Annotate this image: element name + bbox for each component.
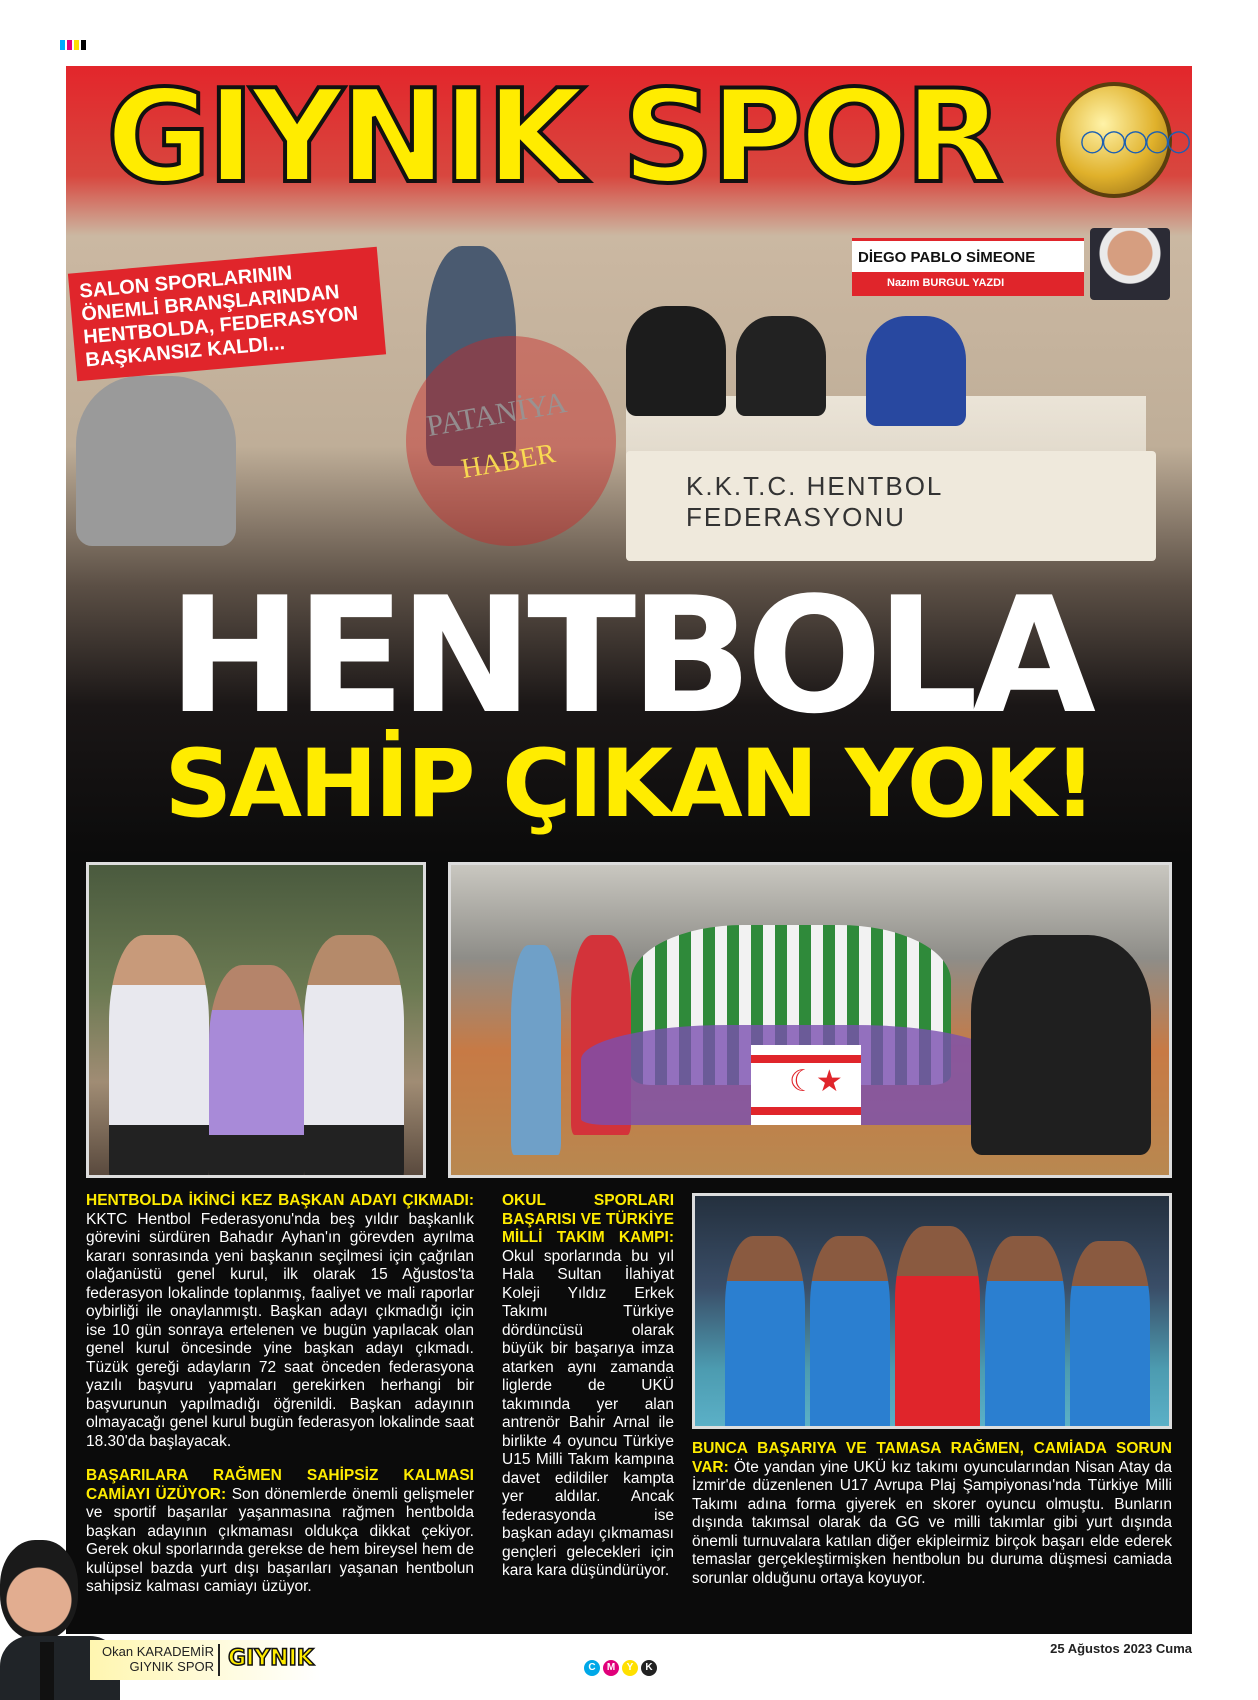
author-photo [0,1540,78,1640]
author-signature [90,1640,320,1680]
attendee [76,376,236,546]
panel-member [626,306,726,416]
national-team-photo [692,1193,1172,1429]
author-tie [40,1642,54,1700]
author-info [90,1644,214,1674]
cmyk-c: C [584,1660,600,1676]
youth-players-photo [86,862,426,1178]
newspaper-page [66,66,1192,1634]
article-heading: HENTBOLDA İKİNCİ KEZ BAŞKAN ADAYI ÇIKMADI: [86,1192,474,1209]
panel-member [866,316,966,426]
columnist-name: Nazım BURGUL YAZDI [852,272,1084,296]
article-4 [692,1440,1172,1588]
article-1 [86,1192,474,1451]
watermark-text: HABER [458,438,558,486]
left-column [86,1192,474,1597]
registration-mark [60,40,86,50]
watermark [406,336,616,546]
article-body: Öte yandan yine UKÜ kız takımı oyuncularından Nisan Atay da İzmir'de düzenlenen U17 Avrupa Plaj Şampiyonası'nda Türkiye Milli Takımı adına forma giyerek en skorer oyuncu olmuştu. Bunların dışında takımsal olarak da GG ve milli takımlar gibi yurt dışında önemli turnuvalara katılan diğer ekipleirmiz birçok başarı elde ederek temaslar gerçekleştirmişken hentbolun bu duruma düşmesi camiada sorunlar olduğunu ortaya koyuyor. [692,1458,1172,1587]
column-name: DİEGO PABLO SİMEONE [852,238,1084,272]
watermark-text: PATANİYA [424,385,570,444]
article-3 [502,1192,674,1581]
cmyk-y: Y [622,1660,638,1676]
divider [218,1644,220,1676]
cmyk-m: M [603,1660,619,1676]
federation-banner: K.K.T.C. HENTBOL FEDERASYONU [626,451,1156,561]
article-heading: BAŞARILARA RAĞMEN SAHİPSİZ KALMASI CAMİAYI ÜZÜYOR: [86,1467,474,1503]
masthead-logo: GIYNIK SPOR [106,66,1000,212]
kicker: SALON SPORLARININ ÖNEMLİ BRANŞLARINDAN HENTBOLDA, FEDERASYON BAŞKANSIZ KALDI... [68,247,386,382]
olympic-seal-icon: ◯◯◯◯◯ [1056,82,1172,198]
issue-date: 25 Ağustos 2023 Cuma [1050,1641,1192,1656]
cmyk-k: K [641,1660,657,1676]
article-heading: OKUL SPORLARI BAŞARISI VE TÜRKİYE MİLLİ TAKIM KAMPI: [502,1192,674,1246]
footer-logo: GIYNIK [228,1646,314,1671]
headline-line1: HENTBOLA [168,562,1090,749]
kktc-flag: ☾★ [751,1045,861,1125]
author-paper: GIYNIK SPOR [129,1659,214,1674]
article-2 [86,1467,474,1597]
panel-member [736,316,826,416]
article-body: Son dönemlerde önemli gelişmeler ve sportif başarılar yaşanmasına rağmen hentbolda başkan adayının çıkmaması oldukça dikkat çekiyor. Gerek okul sporlarında gerekse de hem bireysel hem de kulüpsel bazda yurt dışı başarıları yaşanan hentbolun sahipsiz kalması camiayı üzüyor. [86,1485,474,1595]
columnist-photo [1090,228,1170,300]
columnist-box [852,238,1172,300]
team-photo [448,862,1172,1178]
cmyk-marks [584,1660,657,1676]
article-heading: BUNCA BAŞARIYA VE TAMASA RAĞMEN, CAMİADA SORUN VAR: [692,1440,1172,1476]
article-body: Okul sporlarında bu yıl Hala Sultan İlahiyat Koleji Yıldız Erkek Takımı Türkiye dördüncüsü olarak büyük bir başarıya imza atarken aynı zamanda liglerde de UKÜ takımında yer alan antrenör Bahir Arnal ile birlikte 4 oyuncu Türkiye U15 Milli Takım kampına davet edildiler kampta yer aldılar. Ancak federasyonda ise başkan adayı çıkmaması gençleri gelecekleri için kara kara düşündürüyor. [502,1247,674,1579]
author-name: Okan KARADEMİR [102,1644,214,1659]
article-body: KKTC Hentbol Federasyonu'nda beş yıldır başkanlık görevini sürdüren Bahadır Ayhan'ın görevden ayrılma kararı sonrasında yeni başkanın seçilmesi için çağrılan olağanüstü genel kurul, ilk olarak 15 Ağustos'ta federasyon lokalinde toplanmış, faaliyet ve mali raporlar oybirliği ile onaylanmıştı. Başkan adayı çıkmadığı için ise 10 gün sonraya ertelenen ve bugün yapılacak olan genel kurul öncesinde yine başkan adayı çıkmadı. Tüzük gereği adayların 72 saat önceden federasyona yazılı başvuru yapmaları gerekirken herhangi bir başvurunun yapılmadığı öğrenildi. Başkan adayının olmayacağı genel kurul bugün federasyon lokalinde saat 18.30'da başlayacak. [86,1210,474,1450]
headline-line2: SAHİP ÇIKAN YOK! [164,730,1094,839]
